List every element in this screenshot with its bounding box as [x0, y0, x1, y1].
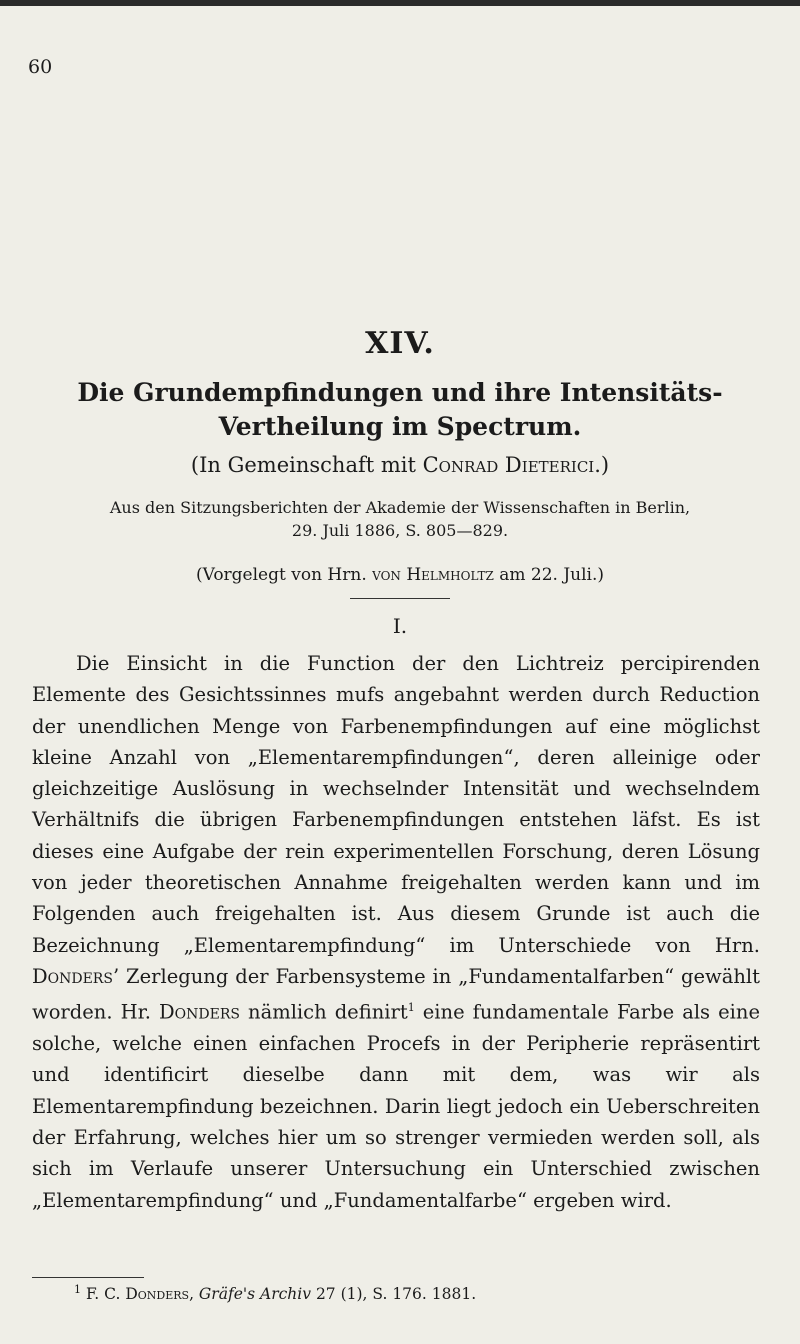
coauthor-prefix: (In Gemeinschaft mit: [190, 453, 416, 477]
presented-name: von Helmholtz: [372, 565, 494, 585]
title-line-1: Die Grundempfindungen und ihre Intensitäts-: [77, 378, 723, 407]
body-paragraph: [32, 648, 760, 1216]
footnote-rule: [32, 1277, 144, 1278]
body-text-part-3: nämlich definirt: [248, 1000, 408, 1024]
article-title: [0, 376, 800, 444]
presented-prefix: (Vorgelegt von Hrn.: [195, 565, 367, 585]
footnote-journal: Gräfe's Archiv: [198, 1285, 311, 1304]
page-number: 60: [28, 56, 53, 78]
top-border-rule: [0, 0, 800, 6]
footnote-initials: F. C.: [85, 1285, 121, 1304]
source-line-2: 29. Juli 1886, S. 805—829.: [291, 521, 509, 540]
chapter-number: XIV.: [365, 326, 435, 361]
presented-suffix: am 22. Juli.): [499, 565, 605, 585]
coauthor-name: Conrad Dieterici: [422, 453, 595, 477]
footnote-reference-detail: 27 (1), S. 176. 1881.: [315, 1285, 477, 1304]
author-donders: Donders: [159, 1000, 240, 1024]
footnote-author: Donders: [125, 1285, 190, 1304]
body-text-part-1: Die Einsicht in die Function der den Lichtreiz percipirenden Elemente des Gesichtssinnes mufs angebahnt werden durch Reduction der unendlichen Menge von Farbenempfindungen auf eine möglichst kleine Anzahl von „Elementarempfindungen“, deren alleinige oder gleichzeitige Auslösung in wechselnder Intensität und wechselndem Verhältnifs die übrigen Farbenempfindungen entstehen läfst. Es ist dieses eine Aufgabe der rein experimentellen Forschung, deren Lösung von jeder theoretischen Annahme freigehalten werden kann und im Folgenden auch freigehalten ist. Aus diesem Grunde ist auch die Bezeichnung „Elementarempfindung“ im Unterschiede von Hrn.: [32, 652, 760, 957]
body-text-part-2: ’ Zerlegung der Farbensysteme in „Fundamentalfarben“ gewählt worden. Hr.: [32, 964, 760, 1024]
header-divider: [350, 598, 450, 599]
source-line-1: Aus den Sitzungsberichten der Akademie der Wissenschaften in Berlin,: [109, 498, 691, 517]
coauthor-suffix: .): [594, 453, 610, 477]
footnote-mark: 1: [74, 1283, 81, 1296]
section-heading: I.: [392, 614, 408, 638]
body-text-part-4: eine fundamentale Farbe als eine solche, welche einen einfachen Procefs in der Peripherie repräsentirt und identificirt dieselbe dann mit dem, was wir als Elementarempfindung bezeichnen. Darin liegt jedoch ein Ueberschreiten der Erfahrung, welches hier um so strenger vermieden werden soll, als sich im Verlaufe unserer Untersuchung ein Unterschied zwischen „Elementarempfindung“ und „Fundamentalfarbe“ ergeben wird.: [32, 1000, 760, 1212]
presented-note: [0, 565, 800, 585]
coauthor-note: [0, 453, 800, 477]
source-note: [0, 496, 800, 542]
footnote-reference: 1: [407, 1001, 415, 1015]
footnote: $^1$ F. C. Donders, Gräfe's Archiv 27 (1), S. 176. 1881.: [74, 1283, 477, 1304]
title-line-2: Vertheilung im Spectrum.: [218, 412, 582, 441]
author-donders: Donders: [32, 964, 113, 988]
